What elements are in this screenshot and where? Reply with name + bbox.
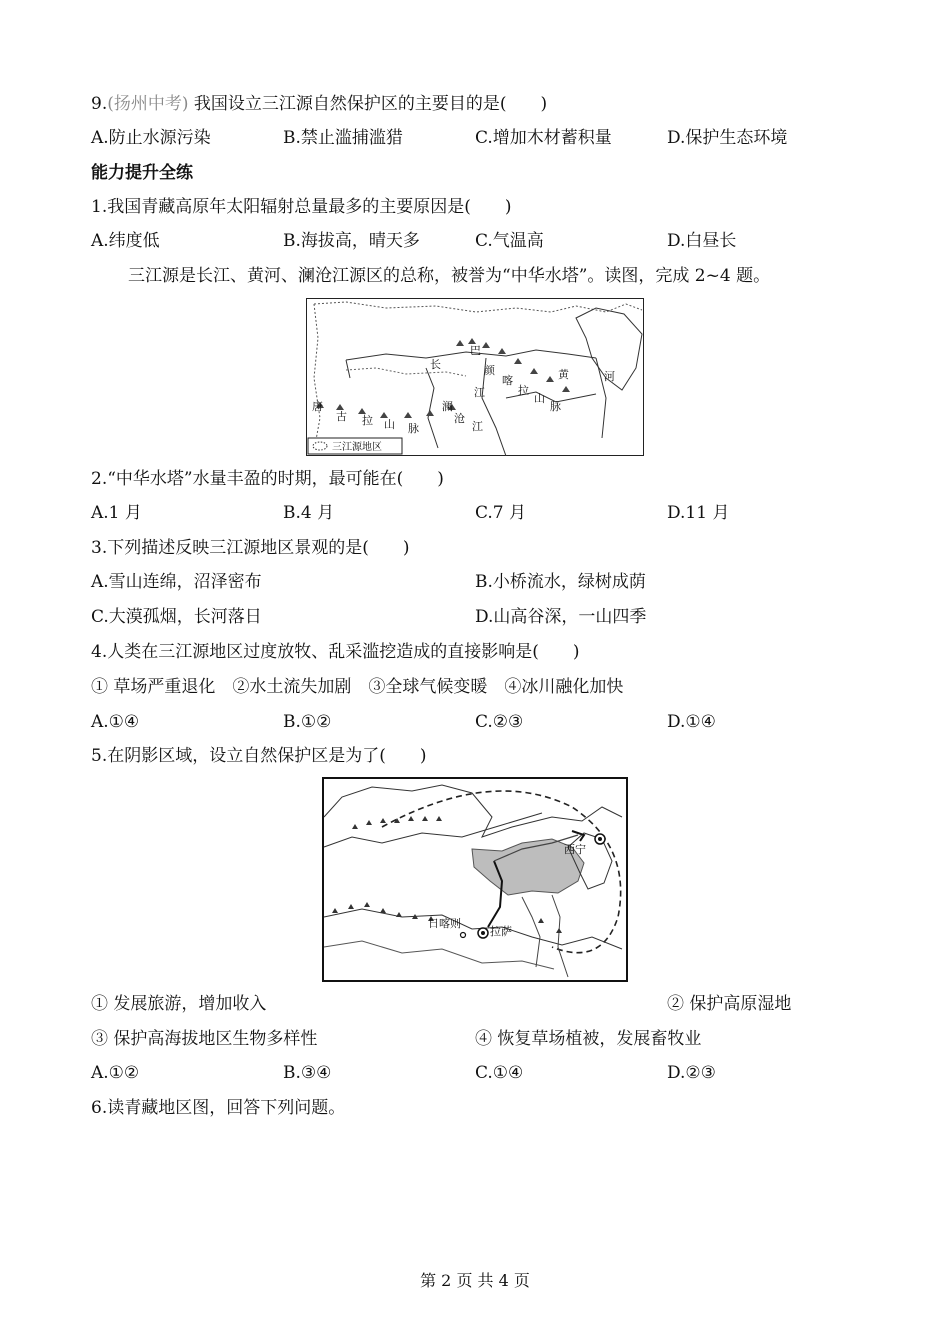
- q9-option-d: D.保护生态环境: [667, 128, 788, 148]
- map1-label: 拉: [518, 384, 529, 397]
- shigatse-marker: [461, 933, 466, 938]
- map1-label: 巴: [470, 344, 481, 357]
- map1-label: 颜: [484, 364, 495, 377]
- q5-option-b: B.③④: [283, 1063, 332, 1083]
- map1-label: 山: [384, 418, 395, 431]
- q2-option-d: D.11 月: [667, 503, 730, 523]
- sanjiangyuan-map: [306, 298, 644, 456]
- q9-option-c: C.增加木材蓄积量: [475, 128, 612, 148]
- intro-2-4: 三江源是长江、黄河、澜沧江源区的总称，被誉为“中华水塔”。读图，完成 2~4 题。: [128, 266, 771, 286]
- page-footer: 第 2 页 共 4 页: [420, 1271, 530, 1290]
- map2-label-xining: 西宁: [564, 843, 586, 856]
- qinghai-tibet-map: [322, 777, 628, 982]
- map1-label: 江: [474, 386, 485, 399]
- q2-option-b: B.4 月: [283, 503, 335, 523]
- q5-statement-3: ③ 保护高海拔地区生物多样性: [91, 1029, 318, 1049]
- q1-option-b: B.海拔高，晴天多: [283, 231, 420, 251]
- q9-stem: 9.(扬州中考) 我国设立三江源自然保护区的主要目的是( ): [91, 94, 548, 114]
- q9-option-b: B.禁止滥捕滥猎: [283, 128, 403, 148]
- q1-option-d: D.白昼长: [667, 231, 737, 251]
- map1-label: 长: [430, 358, 441, 371]
- map2-label-shigatse: 日喀则: [428, 917, 461, 930]
- q5-option-a: A.①②: [91, 1063, 140, 1083]
- q5-statement-2: ② 保护高原湿地: [667, 994, 792, 1014]
- map1-label: 澜: [442, 400, 453, 413]
- map1-label: 唐: [312, 400, 323, 413]
- q9-option-a: A.防止水源污染: [91, 128, 211, 148]
- q4-option-c: C.②③: [475, 712, 524, 732]
- map1-label: 黄: [558, 368, 569, 381]
- q4-option-b: B.①②: [283, 712, 332, 732]
- q4-statements: ① 草场严重退化 ②水土流失加剧 ③全球气候变暖 ④冰川融化加快: [91, 677, 624, 697]
- q1-option-a: A.纬度低: [91, 231, 160, 251]
- q2-option-a: A.1 月: [91, 503, 142, 523]
- q9-source: (扬州中考): [107, 94, 189, 114]
- map1-label: 山: [534, 392, 545, 405]
- map1-label: 拉: [362, 414, 373, 427]
- q2-stem: 2.“中华水塔”水量丰盈的时期，最可能在( ): [91, 469, 444, 489]
- q4-stem: 4.人类在三江源地区过度放牧、乱采滥挖造成的直接影响是( ): [91, 642, 580, 662]
- map1-label: 沧: [454, 412, 465, 425]
- q2-option-c: C.7 月: [475, 503, 527, 523]
- map1-label: 古: [336, 410, 347, 423]
- map1-label: 江: [472, 420, 483, 433]
- q3-option-c: C.大漠孤烟，长河落日: [91, 607, 262, 627]
- q4-option-d: D.①④: [667, 712, 716, 732]
- q1-stem: 1.我国青藏高原年太阳辐射总量最多的主要原因是( ): [91, 197, 512, 217]
- map1-label: 喀: [502, 374, 513, 387]
- q3-stem: 3.下列描述反映三江源地区景观的是( ): [91, 538, 410, 558]
- q4-option-a: A.①④: [91, 712, 140, 732]
- q5-option-c: C.①④: [475, 1063, 524, 1083]
- map2-label-lhasa: 拉萨: [490, 925, 512, 938]
- q3-option-a: A.雪山连绵，沼泽密布: [91, 572, 262, 592]
- map1-label: 脉: [550, 400, 561, 413]
- q3-option-b: B.小桥流水，绿树成荫: [475, 572, 646, 592]
- map1-legend-label: 三江源地区: [332, 442, 382, 453]
- q5-stem: 5.在阴影区域，设立自然保护区是为了( ): [91, 746, 427, 766]
- map1-label: 河: [604, 370, 615, 383]
- q5-statement-1: ① 发展旅游，增加收入: [91, 994, 267, 1014]
- q5-option-d: D.②③: [667, 1063, 716, 1083]
- section-title: 能力提升全练: [91, 163, 193, 183]
- q1-option-c: C.气温高: [475, 231, 544, 251]
- q6-stem: 6.读青藏地区图，回答下列问题。: [91, 1098, 346, 1118]
- q3-option-d: D.山高谷深，一山四季: [475, 607, 647, 627]
- map1-label: 脉: [408, 422, 419, 435]
- q5-statement-4: ④ 恢复草场植被，发展畜牧业: [475, 1029, 702, 1049]
